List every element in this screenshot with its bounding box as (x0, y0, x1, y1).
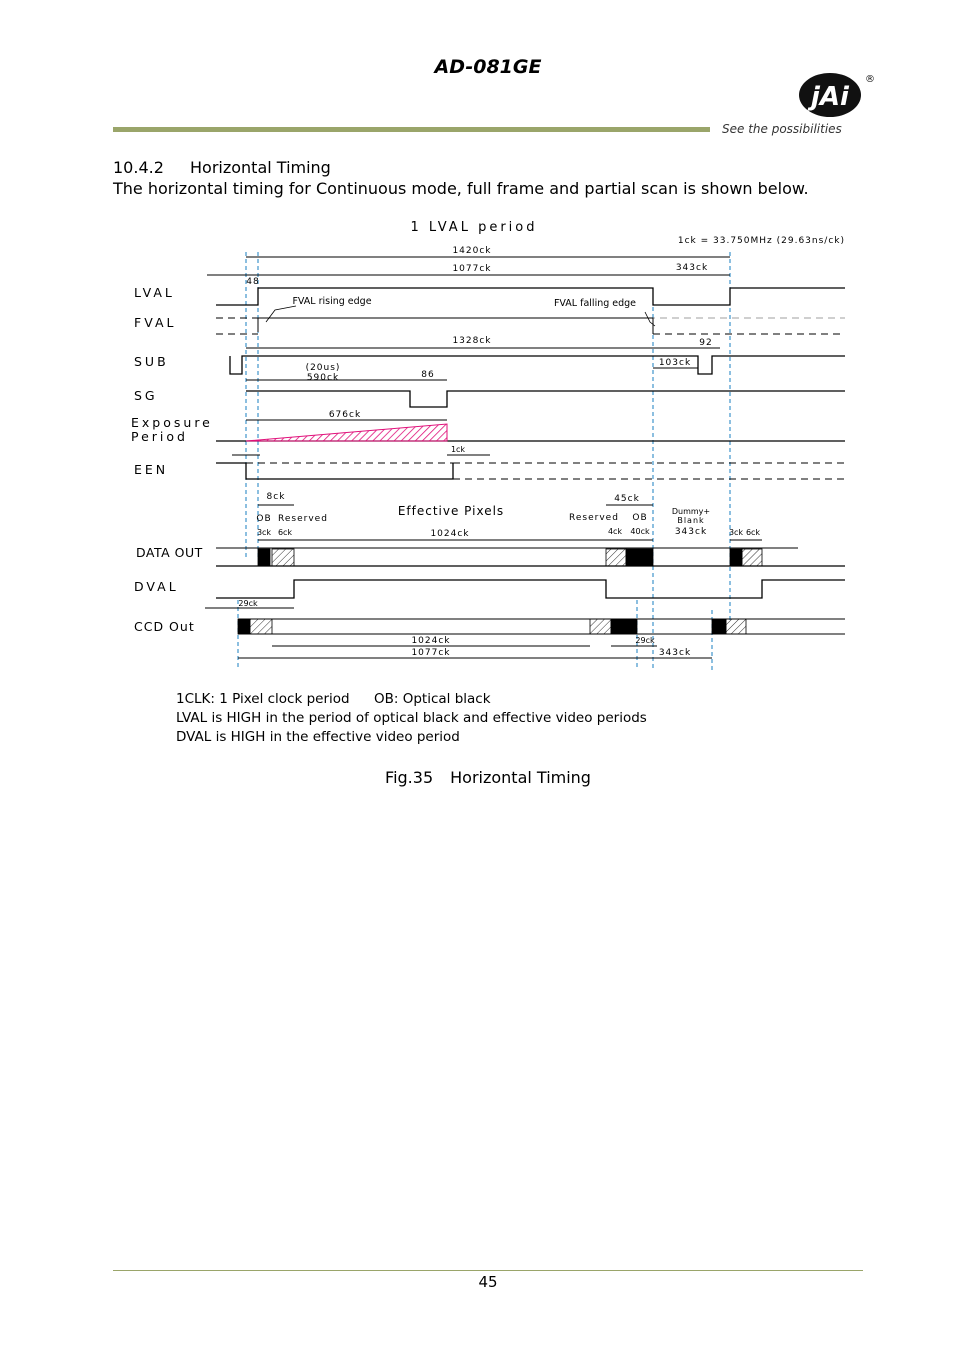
label-ccd-29ck-b: 29ck (635, 636, 655, 645)
waveform-dval (216, 580, 845, 598)
pixel-blocks (238, 549, 762, 634)
waveform-fval (258, 318, 653, 334)
figure-title: Horizontal Timing (450, 768, 591, 787)
tagline: See the possibilities (722, 122, 842, 136)
signal-exposure-2: Period (131, 429, 188, 444)
diagram-title: 1 LVAL period (410, 220, 538, 235)
svg-text:jAi: jAi (811, 82, 849, 112)
label-sub-period: 1328ck (452, 336, 492, 346)
diagram-notes (176, 690, 647, 747)
signal-sub: SUB (134, 354, 169, 369)
guide-lines (238, 252, 730, 670)
label-sg-delay-2: 590ck (306, 373, 340, 383)
label-ccd-1024: 1024ck (411, 636, 451, 646)
signal-exposure-1: Exposure (131, 415, 213, 430)
horizontal-timing-diagram (0, 205, 954, 675)
document-title: AD-081GE (434, 56, 542, 78)
label-een-delay: 1ck (450, 445, 466, 454)
section-intro: The horizontal timing for Continuous mode, full frame and partial scan is shown below. (113, 179, 809, 198)
label-dummy-1: Dummy+ (671, 507, 711, 516)
note-lval: LVAL is HIGH in the period of optical black and effective video periods (176, 710, 647, 726)
label-lval-high: 1077ck (452, 264, 492, 274)
label-ccd-343: 343ck (658, 648, 692, 658)
label-sg-pulse: 86 (421, 370, 435, 380)
label-dummy-2: Blank (677, 516, 705, 525)
figure-number: Fig.35 (385, 768, 434, 787)
section-heading (113, 158, 331, 177)
signal-data-out: DATA OUT (136, 545, 203, 560)
signal-names (131, 285, 213, 634)
note-ob: OB: Optical black (374, 691, 491, 707)
header-rule (113, 127, 710, 132)
label-ob-head: 8ck (266, 492, 286, 502)
label-effective-ck: 1024ck (430, 529, 470, 539)
signal-ccd-out: CCD Out (134, 619, 195, 634)
label-next-3ck: 3ck (728, 528, 744, 537)
svg-text:®: ® (865, 74, 875, 85)
label-tail-40ck: 40ck (630, 527, 650, 536)
signal-een: EEN (134, 462, 169, 477)
signal-sg: SG (134, 388, 158, 403)
label-dummy-ck: 343ck (674, 527, 708, 537)
label-reserved: Reserved (278, 514, 328, 524)
label-lval-offset: 48 (246, 277, 260, 287)
signal-fval: FVAL (134, 315, 177, 330)
label-total: 1420ck (452, 246, 492, 256)
timing-labels (238, 246, 760, 658)
label-sg-delay-1: (20us) (305, 363, 341, 373)
label-lval-low: 343ck (675, 263, 709, 273)
label-exposure: 676ck (328, 410, 362, 420)
signal-dval: DVAL (134, 579, 179, 594)
signal-lval: LVAL (134, 285, 175, 300)
note-clk-line (176, 690, 647, 709)
label-tail-45: 45ck (614, 494, 640, 504)
clock-note: 1ck = 33.750MHz (29.63ns/ck) (677, 236, 845, 246)
label-ccd-29ck: 29ck (238, 599, 258, 608)
label-tail-4ck: 4ck (607, 527, 623, 536)
label-next-6ck: 6ck (745, 528, 761, 537)
figure-caption (0, 768, 954, 787)
section-title: Horizontal Timing (190, 158, 331, 177)
label-res-6ck: 6ck (277, 528, 293, 537)
exposure-ramp (246, 424, 447, 441)
label-ccd-1077: 1077ck (411, 648, 451, 658)
label-fval-falling: FVAL falling edge (553, 298, 637, 309)
waveforms (216, 288, 845, 634)
jai-logo (796, 70, 876, 120)
label-tail-ob: OB (632, 513, 648, 523)
label-ob-3ck: 3ck (256, 528, 272, 537)
label-tail-reserved: Reserved (569, 513, 619, 523)
waveform-een-a (216, 463, 453, 479)
label-effective-pixels: Effective Pixels (397, 504, 505, 518)
page-number: 45 (478, 1273, 498, 1291)
label-sub-pulse: 92 (699, 338, 713, 348)
footer-rule (113, 1270, 863, 1271)
label-ob: OB (256, 514, 272, 524)
note-dval: DVAL is HIGH in the effective video period (176, 729, 460, 745)
note-clk: 1CLK: 1 Pixel clock period (176, 691, 350, 707)
waveform-sg (246, 391, 845, 407)
label-sub-gap: 103ck (658, 358, 692, 368)
label-fval-rising: FVAL rising edge (292, 296, 372, 307)
callout-leaders (266, 306, 655, 326)
section-number: 10.4.2 (113, 158, 164, 177)
